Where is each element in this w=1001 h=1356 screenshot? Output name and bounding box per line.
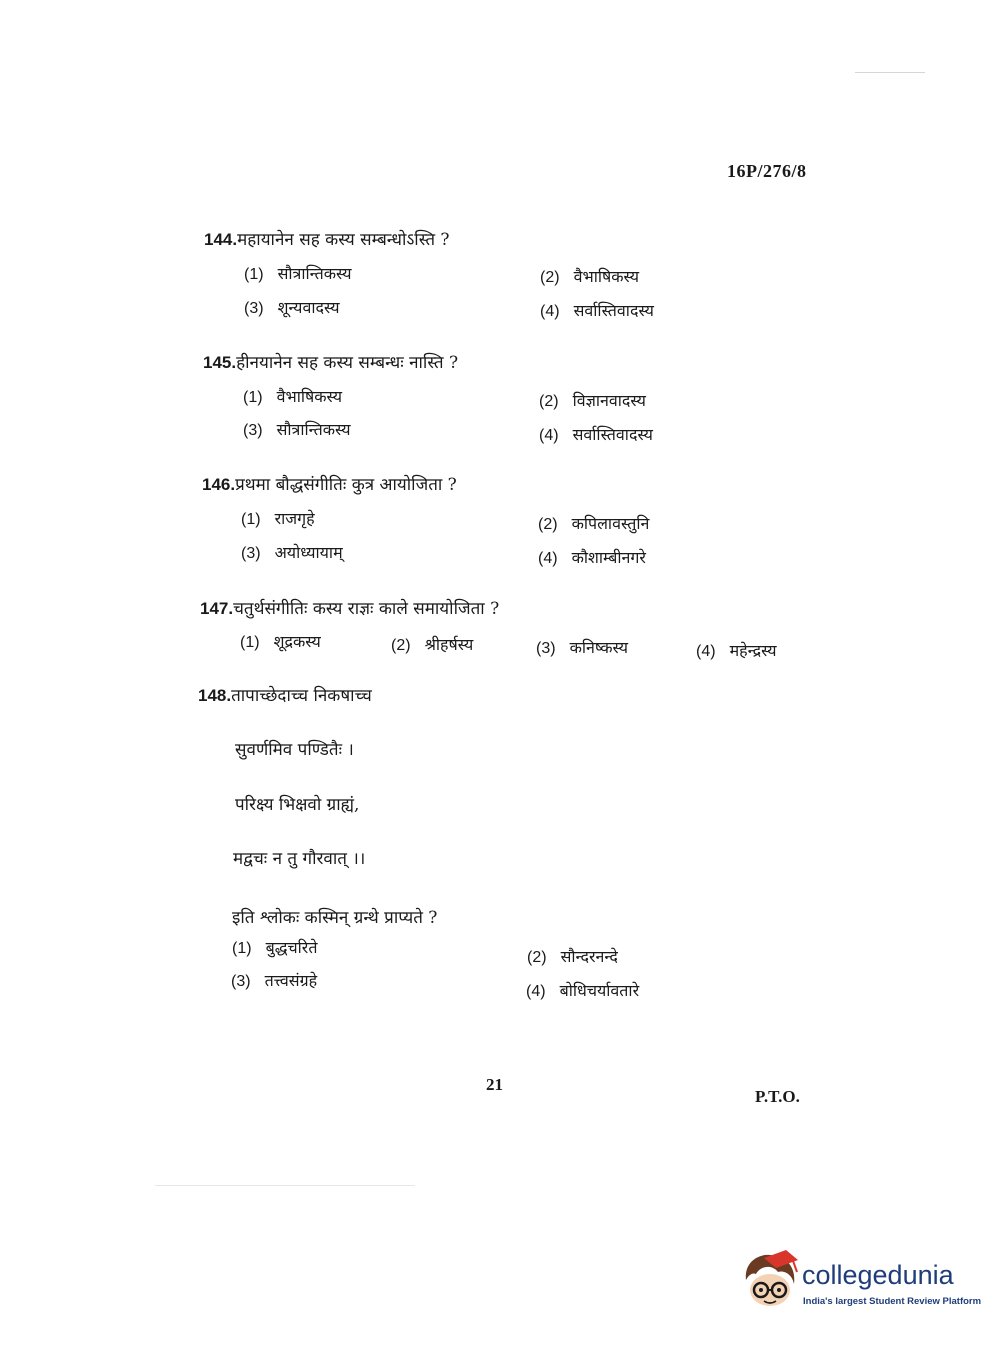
- option: [538, 546, 646, 568]
- option: [391, 633, 473, 655]
- question-number: 146.: [202, 475, 236, 494]
- question-text: तापाच्छेदाच्च निकषाच्च: [231, 686, 372, 706]
- option-text: बुद्धचरिते: [265, 938, 318, 957]
- option: [527, 945, 618, 967]
- scan-artifact: [855, 72, 925, 73]
- option-text: सौत्रान्तिकस्य: [276, 420, 351, 439]
- option-text: सर्वास्तिवादस्य: [573, 301, 654, 320]
- option-number: (2): [527, 949, 547, 966]
- option-text: सौत्रान्तिकस्य: [277, 264, 352, 283]
- option: [240, 630, 321, 652]
- option-text: कनिष्कस्य: [569, 638, 628, 657]
- option-text: कौशाम्बीनगरे: [571, 548, 646, 567]
- verse-line: परिक्ष्य भिक्षवो ग्राह्यं,: [235, 795, 360, 815]
- option-number: (1): [241, 511, 261, 528]
- option-text: शून्यवादस्य: [277, 298, 340, 317]
- option-number: (2): [539, 393, 559, 410]
- option-number: (4): [538, 550, 558, 567]
- verse-line: मद्वचः न तु गौरवात् ।।: [233, 849, 366, 869]
- option-text: श्रीहर्षस्य: [424, 635, 474, 654]
- option-text: वैभाषिकस्य: [573, 267, 640, 286]
- option: [243, 418, 350, 440]
- question-number: 144.: [204, 230, 238, 249]
- verse-line: सुवर्णमिव पण्डितैः ।: [235, 740, 354, 760]
- option-number: (4): [539, 427, 559, 444]
- option: [231, 969, 317, 991]
- option-number: (1): [244, 266, 264, 283]
- option: [539, 389, 646, 411]
- question-148: [198, 683, 372, 706]
- option-text: बोधिचर्यावतारे: [559, 981, 640, 1000]
- option: [243, 385, 342, 407]
- option-text: तत्त्वसंग्रहे: [264, 971, 318, 990]
- question-146: [202, 472, 457, 495]
- option-number: (2): [540, 269, 560, 286]
- option: [538, 512, 649, 534]
- question-number: 147.: [200, 599, 234, 618]
- brand-tagline: India's largest Student Review Platform: [803, 1296, 982, 1307]
- option: [244, 296, 339, 318]
- option-number: (3): [244, 300, 264, 317]
- option-text: विज्ञानवादस्य: [572, 391, 646, 410]
- option: [241, 507, 315, 529]
- option: [526, 979, 639, 1001]
- brand-name: collegedunia: [802, 1260, 954, 1290]
- option: [241, 541, 343, 563]
- option-number: (4): [696, 643, 716, 660]
- question-text: चतुर्थसंगीतिः कस्य राज्ञः काले समायोजिता ?: [233, 599, 500, 619]
- question-number: 145.: [203, 353, 237, 372]
- option-text: महेन्द्रस्य: [729, 641, 777, 660]
- collegedunia-watermark: [742, 1250, 982, 1320]
- option-number: (4): [540, 303, 560, 320]
- option-text: सौन्दरनन्दे: [560, 947, 618, 966]
- option-number: (3): [243, 422, 263, 439]
- option-text: राजगृहे: [274, 509, 315, 528]
- question-number: 148.: [198, 686, 232, 705]
- option-number: (1): [240, 634, 260, 651]
- option-number: (3): [536, 640, 556, 657]
- option-text: शूद्रकस्य: [273, 632, 321, 651]
- option: [540, 299, 654, 321]
- option-number: (2): [391, 637, 411, 654]
- option-number: (3): [231, 973, 251, 990]
- option-text: वैभाषिकस्य: [276, 387, 343, 406]
- option-number: (3): [241, 545, 261, 562]
- option-text: अयोध्यायाम्: [274, 543, 343, 562]
- option: [536, 636, 628, 658]
- question-147: [200, 596, 499, 619]
- scan-artifact: [155, 1185, 415, 1186]
- question-text: प्रथमा बौद्धसंगीतिः कुत्र आयोजिता ?: [235, 475, 457, 495]
- option-text: सर्वास्तिवादस्य: [572, 425, 653, 444]
- mascot-icon: [742, 1250, 800, 1314]
- question-subtext: इति श्लोकः कस्मिन् ग्रन्थे प्राप्यते ?: [232, 908, 438, 928]
- option: [540, 265, 639, 287]
- option-number: (2): [538, 516, 558, 533]
- question-text: महायानेन सह कस्य सम्बन्धोऽस्ति ?: [237, 230, 450, 250]
- option-text: कपिलावस्तुनि: [571, 514, 650, 533]
- question-145: [203, 350, 458, 373]
- question-text: हीनयानेन सह कस्य सम्बन्धः नास्ति ?: [236, 353, 459, 373]
- option: [539, 423, 653, 445]
- paper-code: 16P/276/8: [727, 161, 807, 181]
- option: [232, 936, 317, 958]
- option: [696, 639, 777, 661]
- pto-label: P.T.O.: [755, 1087, 800, 1106]
- option: [244, 262, 351, 284]
- option-number: (1): [243, 389, 263, 406]
- option-number: (4): [526, 983, 546, 1000]
- page-number: 21: [486, 1075, 503, 1094]
- option-number: (1): [232, 940, 252, 957]
- question-144: [204, 227, 450, 250]
